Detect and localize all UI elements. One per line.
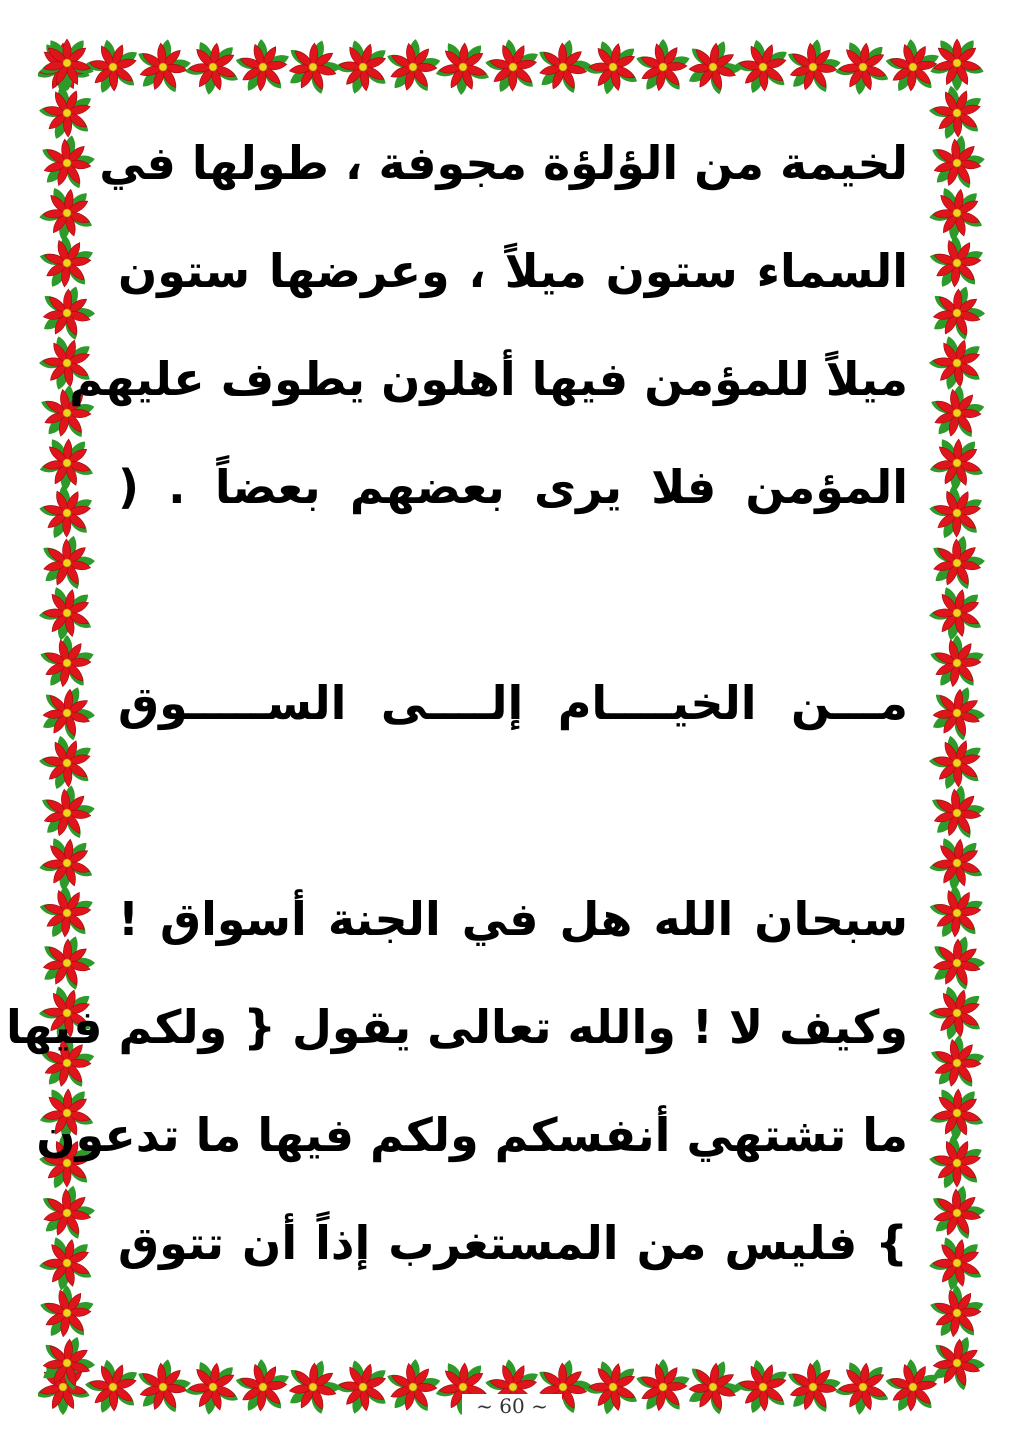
flower-border-right (928, 38, 986, 1416)
poinsettia-flower-icon (475, 38, 550, 96)
poinsettia-flower-icon (181, 1358, 245, 1416)
poinsettia-flower-icon (928, 435, 986, 493)
page-number: ~ 60 ~ (462, 1394, 562, 1418)
body-text (6, 120, 908, 1308)
poinsettia-flower-icon (38, 729, 96, 800)
flower-border-top (38, 38, 986, 96)
poinsettia-flower-icon (38, 626, 96, 703)
poinsettia-flower-icon (373, 38, 451, 96)
poinsettia-flower-icon (928, 1276, 986, 1352)
poinsettia-flower-icon (929, 38, 986, 91)
section-heading: مـــن الخيــــام إلــــى الســـــوق (118, 676, 908, 730)
poinsettia-flower-icon (38, 1276, 96, 1352)
text-line-3: ميلاً للمؤمن فيها أهلون يطوف عليهم (69, 352, 908, 406)
poinsettia-flower-icon (373, 1358, 451, 1416)
poinsettia-flower-icon (928, 775, 986, 853)
text-line-7: ما تشتهي أنفسكم ولكم فيها ما تدعون (36, 1108, 908, 1162)
poinsettia-flower-icon (123, 1358, 201, 1416)
poinsettia-flower-icon (624, 1358, 701, 1416)
poinsettia-flower-icon (831, 38, 894, 96)
poinsettia-flower-icon (38, 1325, 96, 1401)
flower-border-left (38, 38, 96, 1416)
poinsettia-flower-icon (928, 1325, 986, 1401)
text-line-8: } فليس من المستغرب إذاً أن تتوق (118, 1216, 908, 1270)
text-line-5: سبحان الله هل في الجنة أسواق ! (118, 892, 908, 946)
poinsettia-flower-icon (224, 38, 300, 96)
poinsettia-flower-icon (327, 38, 397, 96)
blank-line (118, 552, 908, 660)
poinsettia-flower-icon (928, 729, 986, 800)
poinsettia-flower-icon (928, 834, 986, 895)
poinsettia-flower-icon (726, 38, 799, 96)
poinsettia-flower-icon (928, 626, 986, 703)
text-line-1: لخيمة من الؤلؤة مجوفة ، طولها في (99, 136, 908, 190)
poinsettia-flower-icon (928, 183, 986, 245)
poinsettia-flower-icon (38, 183, 96, 245)
text-line-6: وكيف لا ! والله تعالى يقول { ولكم فيها (6, 1000, 908, 1054)
poinsettia-flower-icon (928, 275, 986, 352)
poinsettia-flower-icon (726, 1358, 799, 1416)
poinsettia-flower-icon (928, 676, 986, 752)
poinsettia-flower-icon (181, 38, 245, 96)
text-line-2: السماء ستون ميلاً ، وعرضها ستون (118, 244, 908, 298)
poinsettia-flower-icon (39, 38, 96, 91)
poinsettia-flower-icon (38, 834, 96, 895)
poinsettia-flower-icon (433, 39, 493, 96)
poinsettia-flower-icon (928, 925, 986, 1002)
poinsettia-flower-icon (123, 38, 201, 96)
poinsettia-flower-icon (224, 1358, 300, 1416)
blank-line (118, 768, 908, 876)
poinsettia-flower-icon (38, 125, 96, 203)
text-line-4: المؤمن فلا يرى بعضهم بعضاً . ( (118, 460, 908, 514)
poinsettia-flower-icon (928, 1086, 986, 1143)
poinsettia-flower-icon (579, 1358, 646, 1416)
poinsettia-flower-icon (624, 38, 701, 96)
poinsettia-flower-icon (38, 676, 96, 752)
poinsettia-flower-icon (773, 38, 851, 96)
poinsettia-flower-icon (579, 38, 646, 96)
poinsettia-flower-icon (327, 1358, 397, 1416)
poinsettia-flower-icon (38, 435, 96, 493)
poinsettia-flower-icon (38, 775, 96, 853)
poinsettia-flower-icon (831, 1358, 894, 1416)
poinsettia-flower-icon (928, 125, 986, 203)
poinsettia-flower-icon (773, 1358, 851, 1416)
